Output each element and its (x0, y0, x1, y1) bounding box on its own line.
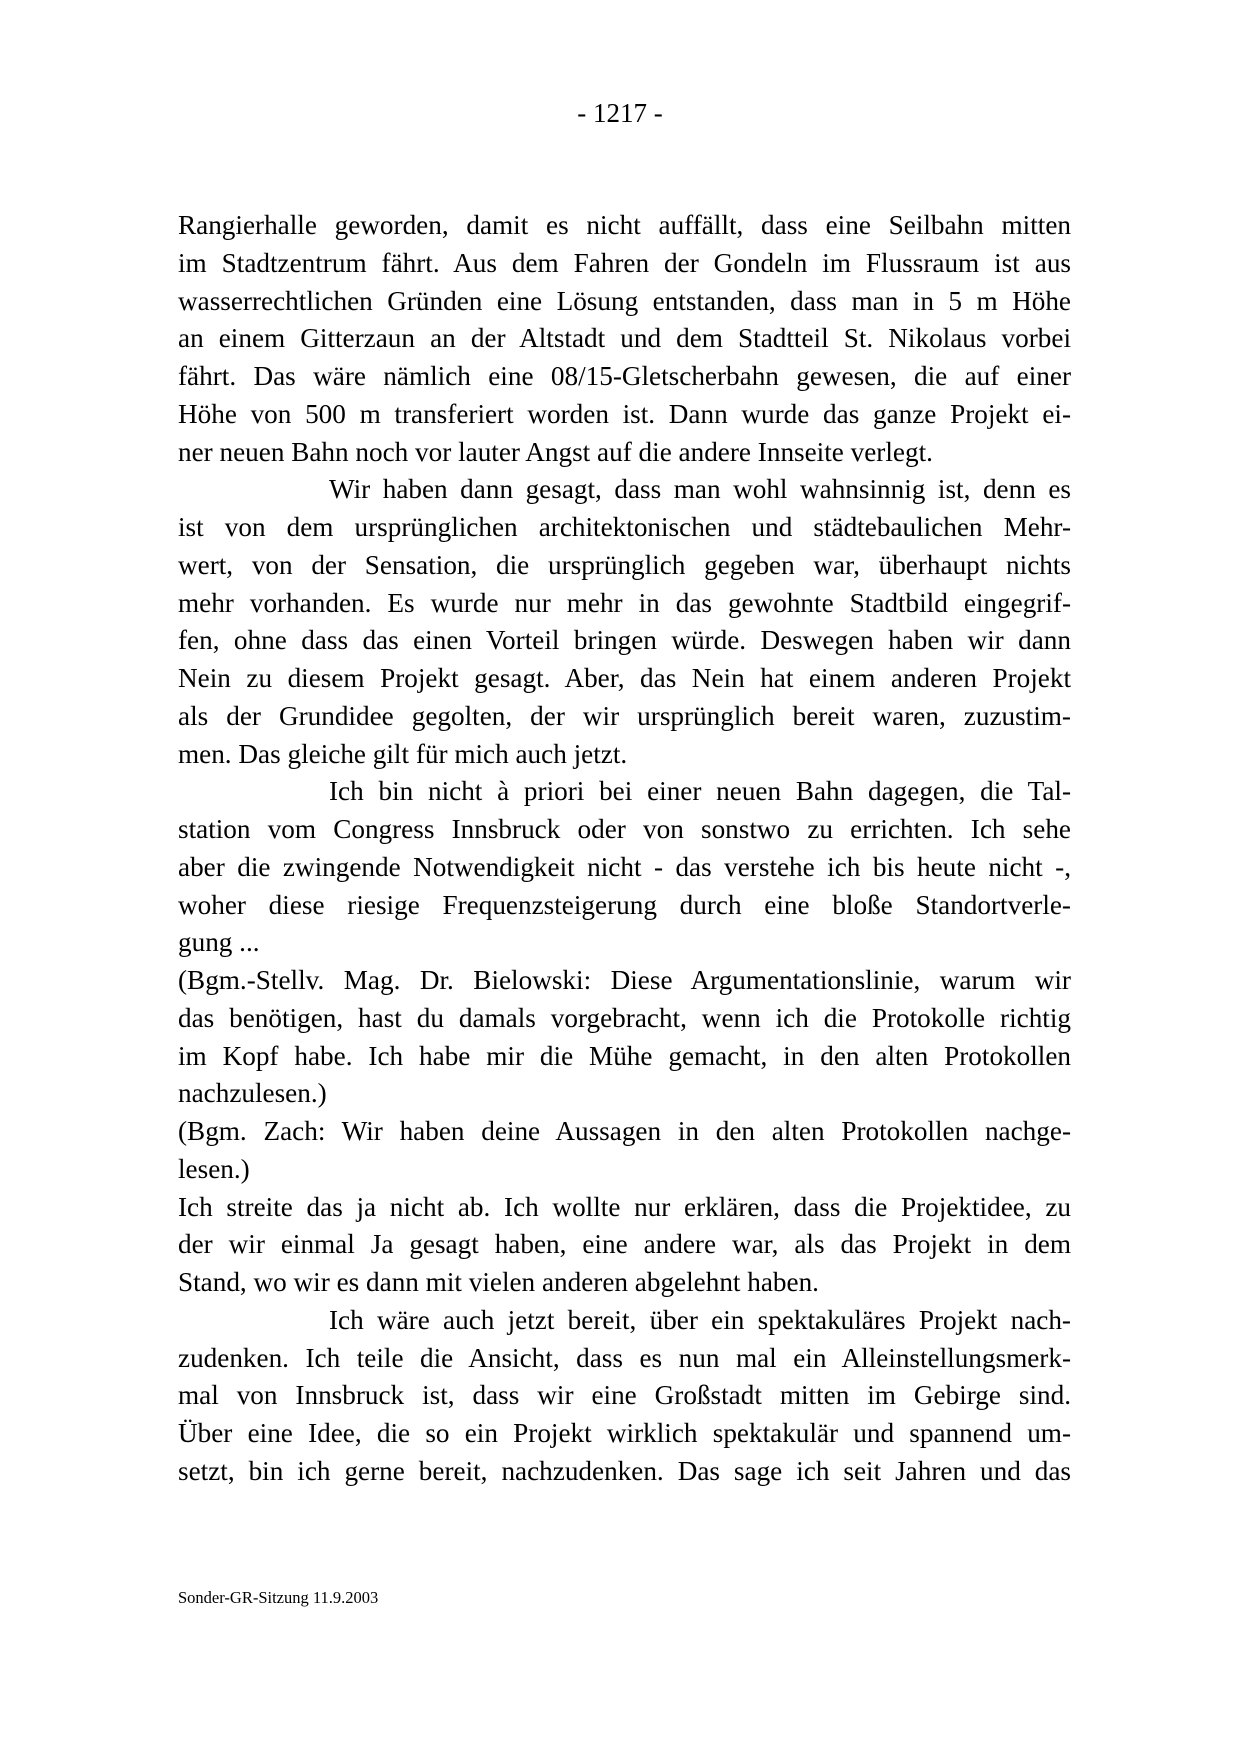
text-line: aber die zwingende Notwendigkeit nicht - das verstehe ich bis heute nicht -, (178, 851, 1071, 882)
interjection-line: im Kopf habe. Ich habe mir die Mühe gemacht, in den alten Protokollen (178, 1040, 1071, 1071)
text-line: Rangierhalle geworden, damit es nicht auffällt, dass eine Seilbahn mitten (178, 210, 1071, 240)
text-line: Ich bin nicht à priori bei einer neuen Bahn dagegen, die Tal- (329, 776, 1071, 807)
text-line: Ich streite das ja nicht ab. Ich wollte nur erklären, dass die Projektidee, zu (178, 1191, 1071, 1222)
text-line: Ich wäre auch jetzt bereit, über ein spektakuläres Projekt nach- (329, 1304, 1071, 1335)
text-line: setzt, bin ich gerne bereit, nachzudenken. Das sage ich seit Jahren und das (178, 1455, 1071, 1486)
text-line: ner neuen Bahn noch vor lauter Angst auf die andere Innseite verlegt. (178, 436, 933, 467)
text-line: wert, von der Sensation, die ursprünglich gegeben war, überhaupt nichts (178, 549, 1071, 580)
interjection-line: lesen.) (178, 1153, 250, 1184)
interjection-line: (Bgm.-Stellv. Mag. Dr. Bielowski: Diese Argumentationslinie, warum wir (178, 965, 1071, 995)
text-line: men. Das gleiche gilt für mich auch jetzt. (178, 738, 628, 769)
text-line: fen, ohne dass das einen Vorteil bringen würde. Deswegen haben wir dann (178, 625, 1071, 656)
text-line: mal von Innsbruck ist, dass wir eine Großstadt mitten im Gebirge sind. (178, 1380, 1071, 1411)
text-line: zudenken. Ich teile die Ansicht, dass es nun mal ein Alleinstellungsmerk- (178, 1342, 1071, 1373)
text-line: an einem Gitterzaun an der Altstadt und dem Stadtteil St. Nikolaus vorbei (178, 323, 1071, 354)
page-footer: Sonder-GR-Sitzung 11.9.2003 (178, 1588, 379, 1607)
text-line: der wir einmal Ja gesagt haben, eine andere war, als das Projekt in dem (178, 1229, 1071, 1260)
text-line: Wir haben dann gesagt, dass man wohl wahnsinnig ist, denn es (329, 474, 1071, 505)
text-line: gung ... (178, 927, 260, 958)
text-line: Nein zu diesem Projekt gesagt. Aber, das Nein hat einem anderen Projekt (178, 663, 1071, 693)
page-number: - 1217 - (577, 98, 663, 128)
text-line: Höhe von 500 m transferiert worden ist. Dann wurde das ganze Projekt ei- (178, 398, 1071, 429)
text-line: Über eine Idee, die so ein Projekt wirklich spektakulär und spannend um- (178, 1418, 1071, 1448)
text-line: Stand, wo wir es dann mit vielen anderen abgelehnt haben. (178, 1267, 819, 1297)
text-line: station vom Congress Innsbruck oder von sonstwo zu errichten. Ich sehe (178, 814, 1071, 844)
interjection-line: nachzulesen.) (178, 1078, 327, 1109)
transcript-body (178, 207, 1071, 1491)
text-line: als der Grundidee gegolten, der wir ursprünglich bereit waren, zuzustim- (178, 700, 1071, 731)
text-line: woher diese riesige Frequenzsteigerung durch eine bloße Standortverle- (178, 889, 1071, 920)
interjection-line: das benötigen, hast du damals vorgebracht, wenn ich die Protokolle richtig (178, 1002, 1071, 1033)
text-line: im Stadtzentrum fährt. Aus dem Fahren der Gondeln im Flussraum ist aus (178, 247, 1071, 278)
text-line: wasserrechtlichen Gründen eine Lösung entstanden, dass man in 5 m Höhe (178, 285, 1071, 316)
text-line: fährt. Das wäre nämlich eine 08/15-Gletscherbahn gewesen, die auf einer (178, 361, 1071, 391)
text-line: ist von dem ursprünglichen architektonischen und städtebaulichen Mehr- (178, 512, 1071, 542)
interjection-line: (Bgm. Zach: Wir haben deine Aussagen in den alten Protokollen nachge- (178, 1116, 1071, 1146)
text-line: mehr vorhanden. Es wurde nur mehr in das gewohnte Stadtbild eingegrif- (178, 587, 1071, 618)
